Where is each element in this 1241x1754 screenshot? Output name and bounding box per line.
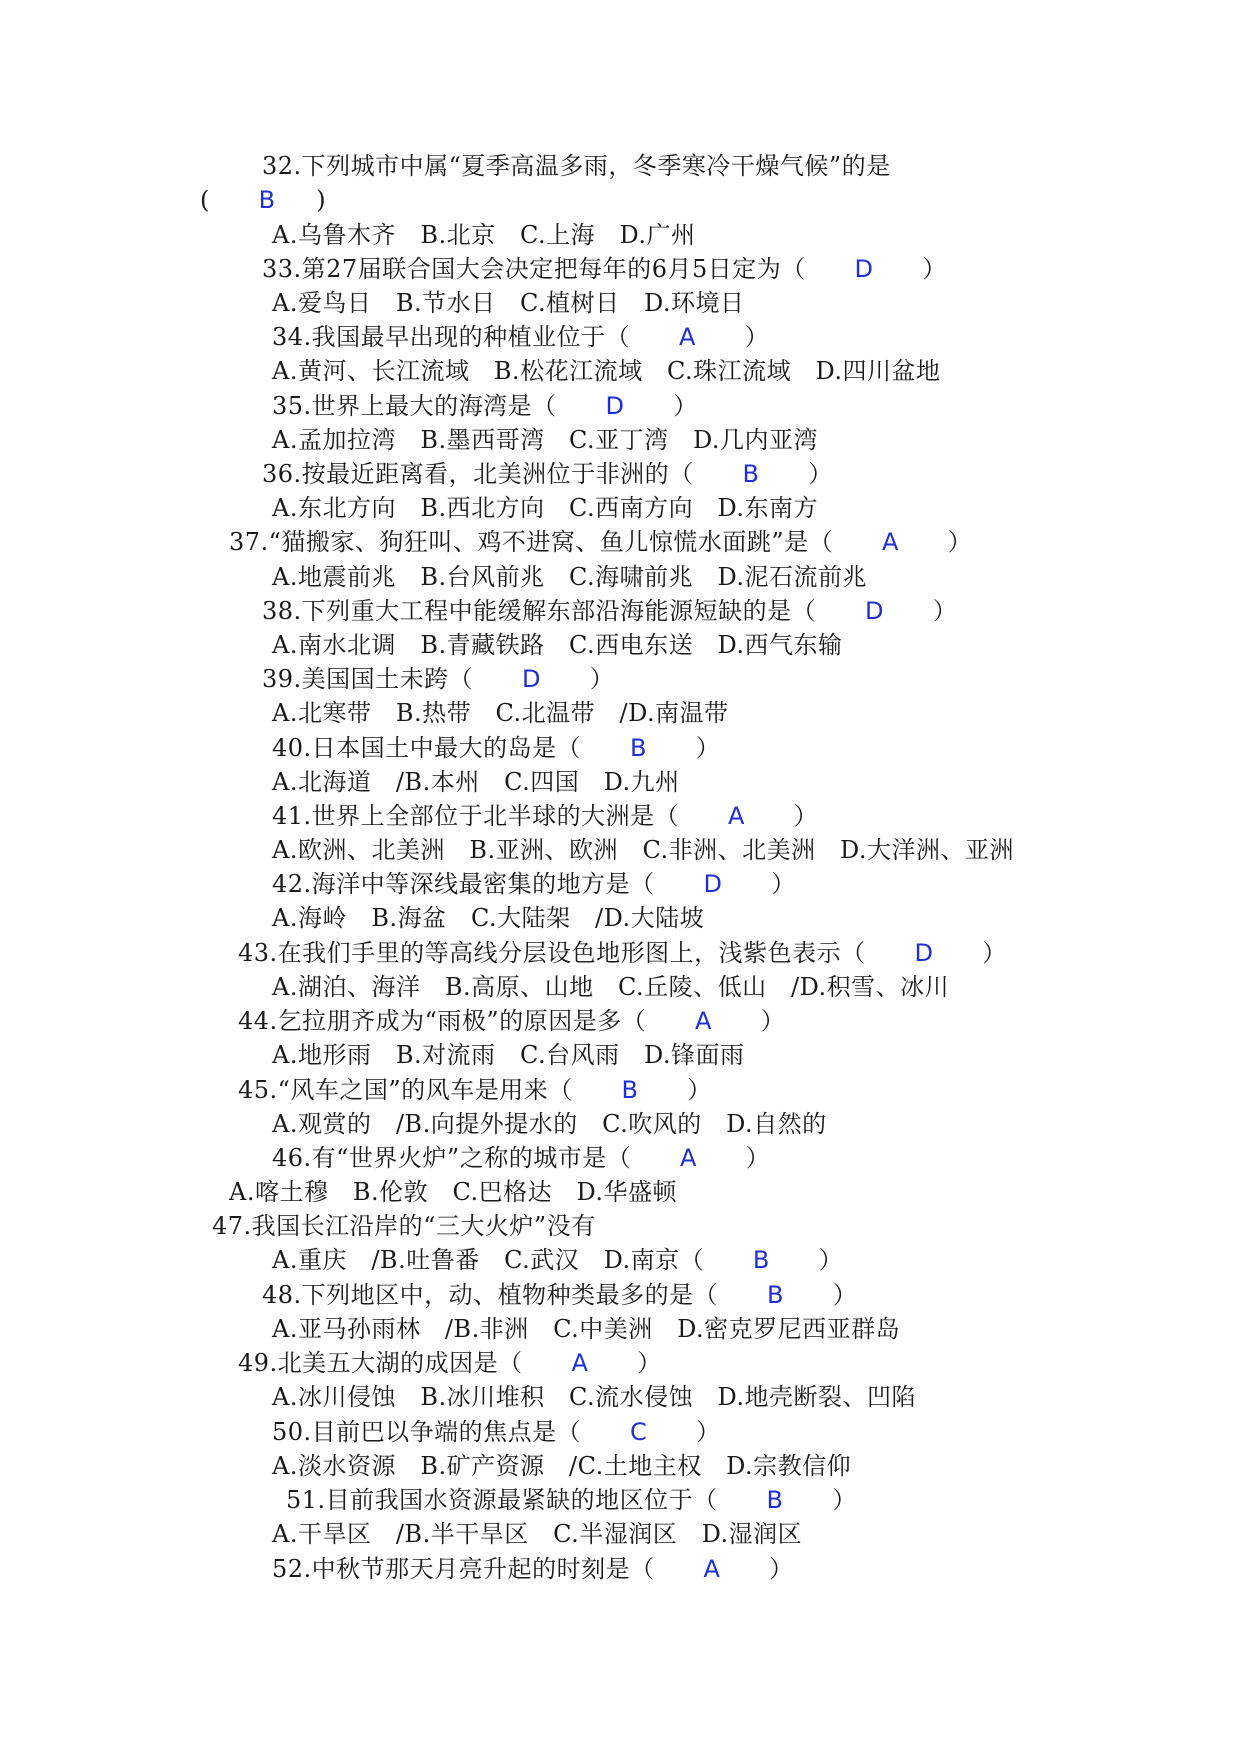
answer-letter: B xyxy=(742,460,760,488)
line-text-end: ） xyxy=(638,1076,712,1104)
option-line xyxy=(229,1177,677,1207)
question-line xyxy=(272,1554,794,1584)
answer-letter: A xyxy=(703,1555,721,1583)
line-text: A.地震前兆 B.台风前兆 C.海啸前兆 D.泥石流前兆 xyxy=(272,563,868,591)
option-line xyxy=(272,493,818,523)
option-line xyxy=(272,220,696,250)
line-text: A.欧洲、北美洲 B.亚洲、欧洲 C.非洲、北美洲 D.大洋洲、亚洲 xyxy=(272,836,1015,864)
line-text: A.北海道 /B.本州 C.四国 D.九州 xyxy=(272,768,680,796)
line-text: A.地形雨 B.对流雨 C.台风雨 D.锋面雨 xyxy=(272,1041,745,1069)
answer-letter: B xyxy=(752,1246,770,1274)
answer-letter: A xyxy=(727,802,745,830)
answer-letter: B xyxy=(766,1486,784,1514)
question-line xyxy=(272,1417,721,1447)
question-line xyxy=(272,869,796,899)
question-line xyxy=(238,938,1007,968)
question-line xyxy=(272,733,720,763)
answer-letter: B xyxy=(766,1281,784,1309)
line-text: 38.下列重大工程中能缓解东部沿海能源短缺的是（ xyxy=(262,597,865,625)
option-line xyxy=(272,1519,802,1549)
question-line xyxy=(238,1348,662,1378)
answer-letter: A xyxy=(571,1349,589,1377)
question-line xyxy=(272,322,769,352)
line-text-end: ） xyxy=(769,1246,844,1274)
line-text: 40.日本国土中最大的岛是（ xyxy=(272,734,630,762)
line-text-end: ） xyxy=(873,255,947,283)
answer-letter: B xyxy=(621,1076,639,1104)
line-text-end: ） xyxy=(624,392,698,420)
answer-letter: B xyxy=(629,734,647,762)
line-text-end: ) xyxy=(275,186,327,214)
line-text: 47.我国长江沿岸的“三大火炉”没有 xyxy=(212,1212,596,1240)
line-text: A.爱鸟日 B.节水日 C.植树日 D.环境日 xyxy=(272,289,745,317)
line-text: A.冰川侵蚀 B.冰川堆积 C.流水侵蚀 D.地壳断裂、凹陷 xyxy=(272,1383,917,1411)
line-text-end: ） xyxy=(883,597,958,625)
answer-letter: D xyxy=(914,939,934,967)
answer-line xyxy=(200,185,326,215)
line-text: A.淡水资源 B.矿产资源 /C.土地主权 D.宗教信仰 xyxy=(272,1452,852,1480)
option-line xyxy=(272,288,745,318)
option-line xyxy=(272,356,941,386)
line-text: 39.美国国土未跨（ xyxy=(262,665,522,693)
option-line xyxy=(272,425,818,455)
line-text-end: ） xyxy=(933,939,1007,967)
line-text-end: ） xyxy=(720,1555,794,1583)
line-text: A.湖泊、海洋 B.高原、山地 C.丘陵、低山 /D.积雪、冰川 xyxy=(272,973,950,1001)
question-line xyxy=(212,1211,596,1241)
line-text: 35.世界上最大的海湾是（ xyxy=(272,392,606,420)
line-text: 37.“猫搬家、狗狂叫、鸡不进窝、鱼儿惊慌水面跳”是（ xyxy=(229,528,882,556)
line-text: A.东北方向 B.西北方向 C.西南方向 D.东南方 xyxy=(272,494,819,522)
line-text: A.北寒带 B.热带 C.北温带 /D.南温带 xyxy=(272,699,729,727)
line-text: 42.海洋中等深线最密集的地方是（ xyxy=(272,870,704,898)
answer-letter: C xyxy=(629,1418,648,1446)
question-line xyxy=(262,1280,857,1310)
line-text-end: ） xyxy=(696,1144,771,1172)
line-text-end: ） xyxy=(783,1486,857,1514)
line-text: ( xyxy=(200,186,259,214)
line-text: 33.第27届联合国大会决定把每年的6月5日定为（ xyxy=(262,255,855,283)
answer-letter: A xyxy=(881,528,899,556)
question-line xyxy=(262,151,891,181)
line-text-end: ） xyxy=(695,323,770,351)
answer-letter: A xyxy=(694,1007,712,1035)
line-text: 45.“风车之国”的风车是用来（ xyxy=(238,1076,622,1104)
line-text: 49.北美五大湖的成因是（ xyxy=(238,1349,572,1377)
line-text: A.黄河、长江流域 B.松花江流域 C.珠江流域 D.四川盆地 xyxy=(272,357,941,385)
line-text: 32.下列城市中属“夏季高温多雨，冬季寒冷干燥气候”的是 xyxy=(262,152,891,180)
answer-letter: A xyxy=(679,1144,697,1172)
option-line xyxy=(272,1314,900,1344)
line-text: A.亚马孙雨林 /B.非洲 C.中美洲 D.密克罗尼西亚群岛 xyxy=(272,1315,901,1343)
option-line xyxy=(272,698,729,728)
line-text: 48.下列地区中，动、植物种类最多的是（ xyxy=(262,1281,767,1309)
line-text: 44.乞拉朋齐成为“雨极”的原因是多（ xyxy=(238,1007,695,1035)
line-text-end: ） xyxy=(540,665,615,693)
line-text-end: ） xyxy=(647,1418,721,1446)
line-text: A.喀土穆 B.伦敦 C.巴格达 D.华盛顿 xyxy=(229,1178,678,1206)
line-text-end: ） xyxy=(783,1281,858,1309)
question-line xyxy=(262,254,947,284)
line-text: 52.中秋节那天月亮升起的时刻是（ xyxy=(272,1555,704,1583)
option-line xyxy=(272,630,843,660)
line-text: A.乌鲁木齐 B.北京 C.上海 D.广州 xyxy=(272,221,696,249)
option-line xyxy=(272,562,867,592)
question-line xyxy=(272,801,818,831)
line-text-end: ） xyxy=(759,460,833,488)
option-line xyxy=(272,972,949,1002)
answer-letter: B xyxy=(258,186,276,214)
question-line xyxy=(286,1485,857,1515)
line-text-end: ） xyxy=(744,802,819,830)
line-text: A.重庆 /B.吐鲁番 C.武汉 D.南京（ xyxy=(272,1246,753,1274)
answer-letter: D xyxy=(605,392,625,420)
line-text-end: ） xyxy=(722,870,796,898)
line-text: 36.按最近距离看，北美洲位于非洲的（ xyxy=(262,460,743,488)
line-text-end: ） xyxy=(646,734,721,762)
line-text: A.孟加拉湾 B.墨西哥湾 C.亚丁湾 D.几内亚湾 xyxy=(272,426,819,454)
line-text: 34.我国最早出现的种植业位于（ xyxy=(272,323,679,351)
question-line xyxy=(238,1006,785,1036)
answer-letter: A xyxy=(678,323,696,351)
option-line xyxy=(272,1382,916,1412)
line-text: 43.在我们手里的等高线分层设色地形图上，浅紫色表示（ xyxy=(238,939,915,967)
line-text: 46.有“世界火炉”之称的城市是（ xyxy=(272,1144,680,1172)
line-text: A.干旱区 /B.半干旱区 C.半湿润区 D.湿润区 xyxy=(272,1520,803,1548)
line-text: 51.目前我国水资源最紧缺的地区位于（ xyxy=(286,1486,767,1514)
question-line xyxy=(262,664,614,694)
line-text: A.海岭 B.海盆 C.大陆架 /D.大陆坡 xyxy=(272,904,705,932)
option-line xyxy=(272,903,704,933)
answer-letter: D xyxy=(864,597,884,625)
answer-letter: D xyxy=(703,870,723,898)
line-text: A.南水北调 B.青藏铁路 C.西电东送 D.西气东输 xyxy=(272,631,843,659)
line-text-end: ） xyxy=(588,1349,662,1377)
option-line xyxy=(272,835,1014,865)
option-line xyxy=(272,1245,843,1275)
question-line xyxy=(229,527,972,557)
line-text: 41.世界上全部位于北半球的大洲是（ xyxy=(272,802,728,830)
question-line xyxy=(272,391,698,421)
option-line xyxy=(272,1040,745,1070)
answer-letter: D xyxy=(521,665,541,693)
line-text: 50.目前巴以争端的焦点是（ xyxy=(272,1418,630,1446)
question-line xyxy=(262,459,833,489)
question-line xyxy=(272,1143,770,1173)
line-text-end: ） xyxy=(711,1007,786,1035)
option-line xyxy=(272,1109,827,1139)
answer-letter: D xyxy=(854,255,874,283)
option-line xyxy=(272,1451,851,1481)
option-line xyxy=(272,767,680,797)
question-line xyxy=(238,1075,712,1105)
question-line xyxy=(262,596,957,626)
line-text-end: ） xyxy=(898,528,973,556)
line-text: A.观赏的 /B.向提外提水的 C.吹风的 D.自然的 xyxy=(272,1110,827,1138)
